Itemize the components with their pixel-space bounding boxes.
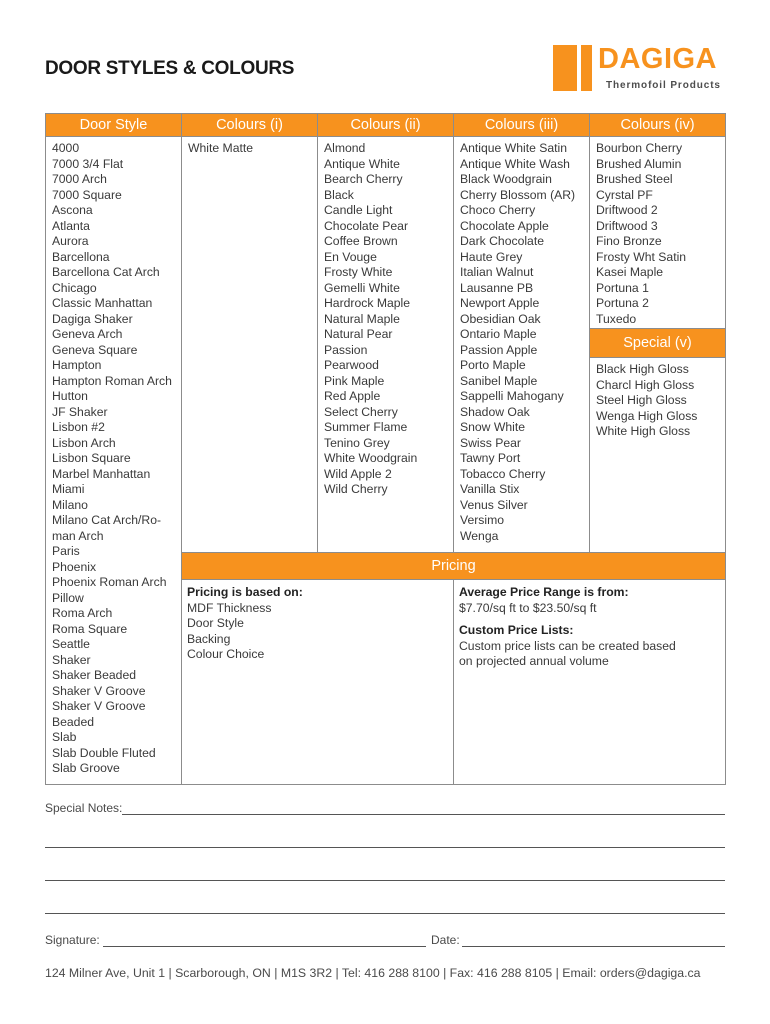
colour-item: Vanilla Stix — [460, 482, 520, 496]
colour-item: Frosty White — [324, 265, 393, 279]
colour-item: Driftwood 2 — [596, 203, 658, 217]
door-style-item: Hampton Roman Arch — [52, 373, 172, 388]
door-style-item: Paris — [52, 544, 80, 558]
door-style-item: 7000 Arch — [52, 172, 107, 186]
colour-item: Black — [324, 187, 354, 202]
logo-subtitle: Thermofoil Products — [606, 80, 721, 91]
special-colour-item: Steel High Gloss — [596, 393, 687, 407]
door-styles-table — [45, 113, 726, 785]
logo-mark-bar — [581, 45, 592, 91]
colour-item: Sappelli Mahogany — [460, 389, 564, 403]
door-style-item: Marbel Manhattan — [52, 466, 151, 481]
door-style-item: Atlanta — [52, 218, 90, 233]
door-style-item: Milano — [52, 497, 88, 512]
logo-wordmark: DAGIGA — [598, 43, 717, 75]
colour-item: Tuxedo — [596, 311, 637, 326]
colour-item: Chocolate Apple — [460, 218, 549, 233]
special-colour-item: Charcl High Gloss — [596, 377, 695, 392]
door-style-item: Shaker V Groove — [52, 699, 146, 713]
colours-iii-cell — [454, 137, 590, 553]
pricing-basis — [182, 580, 453, 668]
pricing-range-cell — [454, 580, 726, 785]
special-colour-item: Wenga High Gloss — [596, 408, 698, 423]
signature-label: Signature: — [45, 933, 100, 947]
door-style-item: Shaker Beaded — [52, 668, 137, 682]
colour-item: Lausanne PB — [460, 280, 534, 295]
door-style-list — [46, 137, 181, 777]
colour-item: Bearch Cherry — [324, 172, 403, 186]
colour-item: Italian Walnut — [460, 265, 534, 279]
colour-item: Hardrock Maple — [324, 296, 411, 310]
colour-item: White Woodgrain — [324, 451, 418, 465]
special-colour-item: White High Gloss — [596, 424, 691, 438]
colour-item: Frosty Wht Satin — [596, 249, 687, 264]
header-colours-i: Colours (i) — [182, 114, 318, 137]
colour-item: Natural Pear — [324, 327, 393, 341]
pricing-range — [454, 580, 725, 675]
door-style-item: Barcellona — [52, 249, 110, 264]
colours-iv-list — [590, 137, 725, 328]
special-notes-line-4[interactable] — [45, 913, 725, 914]
pricing-factor: Colour Choice — [187, 647, 265, 661]
colour-item: Chocolate Pear — [324, 218, 409, 233]
colour-item: Tenino Grey — [324, 435, 390, 450]
colour-item: Portuna 2 — [596, 296, 649, 310]
special-colour-item: Black High Gloss — [596, 362, 689, 376]
door-style-item: Barcellona Cat Arch — [52, 265, 160, 279]
colour-item: Porto Maple — [460, 358, 526, 372]
colours-ii-cell — [318, 137, 454, 553]
colour-item: Newport Apple — [460, 296, 540, 310]
colour-item: Obesidian Oak — [460, 311, 541, 326]
door-style-item: Shaker — [52, 652, 91, 667]
colour-item: Ontario Maple — [460, 327, 537, 341]
door-style-item: Lisbon #2 — [52, 420, 105, 434]
colour-item: Antique White Satin — [460, 141, 568, 155]
special-notes-line-2[interactable] — [45, 847, 725, 848]
door-style-item: Shaker V Groove — [52, 683, 146, 698]
header-colours-iii: Colours (iii) — [454, 114, 590, 137]
colour-item: Bourbon Cherry — [596, 141, 683, 155]
door-style-item: Seattle — [52, 637, 90, 651]
door-style-item: man Arch — [52, 528, 104, 543]
colour-item: Tawny Port — [460, 451, 521, 465]
door-style-item: Dagiga Shaker — [52, 311, 133, 326]
door-style-item: 7000 Square — [52, 187, 122, 202]
pricing-basis-cell — [182, 580, 454, 785]
colour-item: Wild Apple 2 — [324, 466, 392, 481]
special-notes-label: Special Notes: — [45, 801, 123, 815]
colour-item: Driftwood 3 — [596, 218, 658, 233]
colour-item: Gemelli White — [324, 280, 400, 295]
colour-item: Brushed Steel — [596, 172, 673, 186]
colour-item: Wenga — [460, 528, 499, 543]
door-style-item: Aurora — [52, 234, 89, 248]
door-style-item: Geneva Square — [52, 342, 138, 357]
colour-item: Natural Maple — [324, 311, 400, 326]
door-style-item: JF Shaker — [52, 404, 108, 419]
custom-price-text — [459, 639, 720, 670]
page-title: DOOR STYLES & COLOURS — [45, 58, 295, 79]
colours-i-cell — [182, 137, 318, 553]
colours-iii-list — [454, 137, 589, 544]
door-style-item: Chicago — [52, 280, 97, 295]
door-style-item: Roma Arch — [52, 606, 113, 620]
colour-item: Shadow Oak — [460, 404, 530, 419]
door-style-item: Lisbon Arch — [52, 435, 116, 450]
door-style-item: Phoenix — [52, 559, 97, 574]
dagiga-logo — [553, 45, 727, 95]
date-line[interactable] — [462, 946, 725, 947]
door-style-item: Pillow — [52, 590, 84, 605]
colour-item: Summer Flame — [324, 420, 408, 434]
colour-item: Choco Cherry — [460, 203, 536, 217]
colour-item: Brushed Alumin — [596, 156, 682, 171]
door-style-item: Hampton — [52, 358, 102, 372]
custom-price-line: Custom price lists can be created based — [459, 638, 676, 653]
colour-item: Pearwood — [324, 358, 379, 372]
header-colours-ii: Colours (ii) — [318, 114, 454, 137]
colour-item: Candle Light — [324, 203, 393, 217]
signature-line[interactable] — [103, 946, 426, 947]
colour-item: Select Cherry — [324, 404, 398, 419]
colour-item: Cherry Blossom (AR) — [460, 187, 576, 202]
colour-item: Haute Grey — [460, 249, 523, 264]
colour-item: Versimo — [460, 513, 505, 527]
colour-item: Passion — [324, 342, 368, 357]
colour-item: Passion Apple — [460, 342, 538, 357]
door-style-item: Classic Manhattan — [52, 296, 153, 310]
door-style-item: Phoenix Roman Arch — [52, 575, 167, 589]
colour-item: Black Woodgrain — [460, 172, 552, 186]
colour-item: Tobacco Cherry — [460, 466, 546, 481]
colour-item: Swiss Pear — [460, 435, 521, 450]
avg-price-value: $7.70/sq ft to $23.50/sq ft — [459, 600, 597, 615]
colour-item: Wild Cherry — [324, 482, 388, 496]
colour-item: Sanibel Maple — [460, 373, 538, 388]
colour-item: Venus Silver — [460, 497, 528, 512]
pricing-factor: MDF Thickness — [187, 600, 272, 615]
colour-item: Antique White — [324, 156, 400, 171]
pricing-basis-label: Pricing is based on: — [187, 585, 303, 599]
door-style-item: Ascona — [52, 203, 93, 217]
special-notes-line-3[interactable] — [45, 880, 725, 881]
colour-item: Almond — [324, 141, 366, 155]
colour-item: Red Apple — [324, 389, 381, 403]
door-style-item: Lisbon Square — [52, 451, 131, 465]
custom-price-line: on projected annual volume — [459, 654, 609, 668]
colour-item: Antique White Wash — [460, 156, 570, 171]
colour-item: Coffee Brown — [324, 234, 398, 248]
door-style-item: 4000 — [52, 141, 80, 155]
door-style-item: Geneva Arch — [52, 327, 123, 341]
door-style-item: Miami — [52, 482, 85, 496]
colours-iv-cell — [590, 137, 726, 553]
door-style-item: Roma Square — [52, 621, 128, 636]
header-pricing: Pricing — [182, 553, 726, 580]
colour-item: En Vouge — [324, 249, 377, 264]
colours-i-list — [182, 137, 317, 157]
custom-price-label: Custom Price Lists: — [459, 623, 574, 637]
door-style-cell — [46, 137, 182, 785]
footer-contact: 124 Milner Ave, Unit 1 | Scarborough, ON | M1S 3R2 | Tel: 416 288 8100 | Fax: 416 288 8105 | Email: orders@dagiga.ca — [45, 966, 701, 980]
door-style-item: Beaded — [52, 714, 95, 729]
pricing-basis-list — [187, 601, 448, 663]
colour-item: Snow White — [460, 420, 526, 434]
pricing-factor: Backing — [187, 631, 231, 646]
colour-item: Dark Chocolate — [460, 234, 544, 248]
door-style-item: Hutton — [52, 389, 88, 403]
header-special-v: Special (v) — [590, 328, 725, 358]
door-style-item: Milano Cat Arch/Ro- — [52, 513, 162, 527]
door-style-item: Slab Groove — [52, 761, 120, 775]
special-notes-line-1[interactable] — [122, 814, 725, 815]
colour-item: Portuna 1 — [596, 280, 649, 295]
colours-ii-list — [318, 137, 453, 498]
door-style-item: 7000 3/4 Flat — [52, 156, 124, 171]
date-label: Date: — [431, 933, 460, 947]
colour-item: Cyrstal PF — [596, 187, 653, 202]
colour-item: Kasei Maple — [596, 265, 664, 279]
colour-item: White Matte — [188, 141, 254, 155]
avg-price-label: Average Price Range is from: — [459, 585, 629, 599]
header-door-style: Door Style — [46, 114, 182, 137]
door-style-item: Slab — [52, 730, 77, 744]
header-colours-iv: Colours (iv) — [590, 114, 726, 137]
colour-item: Fino Bronze — [596, 234, 662, 248]
special-v-list — [590, 358, 725, 440]
logo-mark-bar — [553, 45, 577, 91]
colour-item: Pink Maple — [324, 373, 385, 388]
pricing-factor: Door Style — [187, 616, 244, 630]
door-style-item: Slab Double Fluted — [52, 745, 156, 760]
